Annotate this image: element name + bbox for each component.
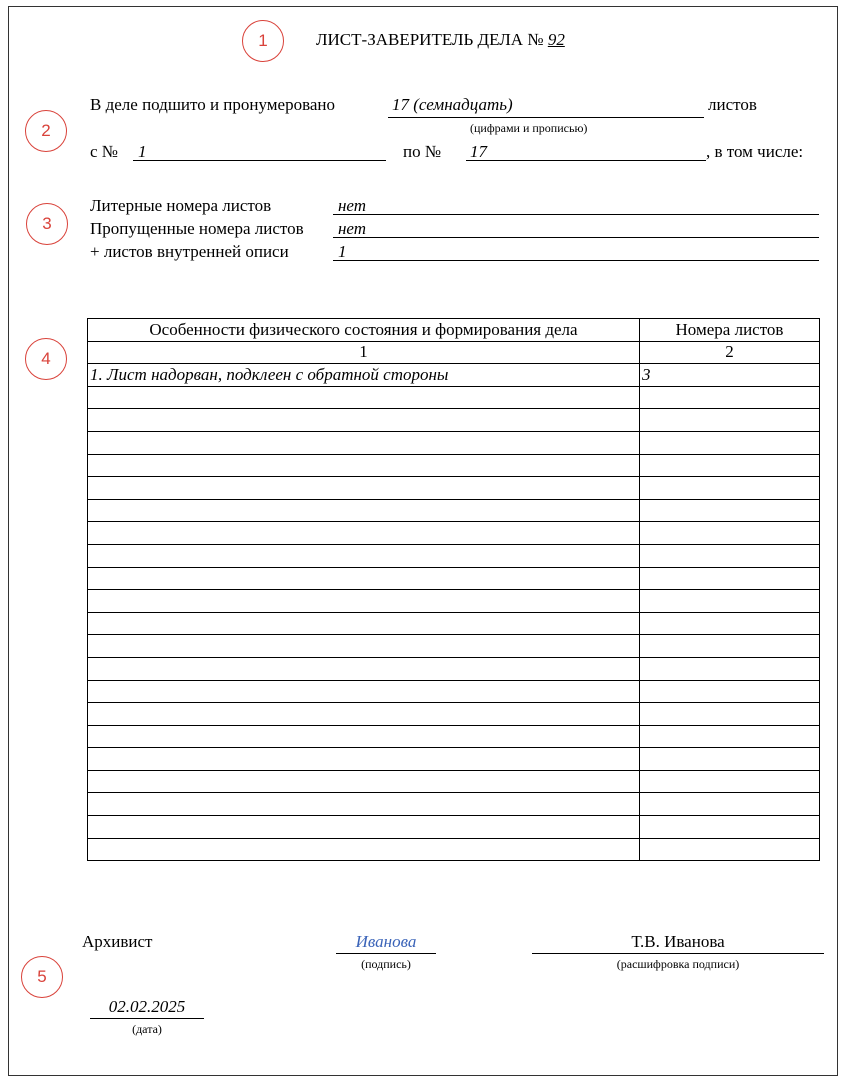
lettered-sheets-value: нет xyxy=(338,196,367,215)
table-row xyxy=(88,386,820,409)
row-feature-cell xyxy=(88,793,640,816)
to-label: по № xyxy=(403,142,442,161)
table-row xyxy=(88,748,820,771)
row-feature-cell xyxy=(88,816,640,839)
row-feature-cell xyxy=(88,725,640,748)
row-feature-cell xyxy=(88,748,640,771)
table-row xyxy=(88,431,820,454)
missing-sheets-value: нет xyxy=(338,219,367,238)
table-row xyxy=(88,725,820,748)
row-sheet-number-cell xyxy=(640,567,820,590)
table-row xyxy=(88,522,820,545)
signature-hint: (подпись) xyxy=(361,957,411,971)
table-row xyxy=(88,477,820,500)
row-sheet-number-cell xyxy=(640,522,820,545)
row-feature-cell xyxy=(88,499,640,522)
marker-5: 5 xyxy=(21,956,63,998)
row-feature-cell xyxy=(88,477,640,500)
row-feature-cell xyxy=(88,431,640,454)
signature-block xyxy=(336,932,436,952)
row-feature-cell xyxy=(88,612,640,635)
row-feature-cell xyxy=(88,522,640,545)
stitched-label: В деле подшито и пронумеровано xyxy=(90,95,336,114)
signature-handwritten: Иванова xyxy=(355,932,417,951)
row-sheet-number-cell xyxy=(640,454,820,477)
including-label: , в том числе: xyxy=(706,142,804,161)
row-sheet-number-cell xyxy=(640,793,820,816)
table-row xyxy=(88,657,820,680)
condition-table xyxy=(87,318,820,861)
row-feature-cell xyxy=(88,703,640,726)
column-number-2: 2 xyxy=(640,341,820,364)
date-line xyxy=(90,1018,204,1019)
stitched-hint: (цифрами и прописью) xyxy=(470,121,588,135)
table-row xyxy=(88,816,820,839)
from-label: с № xyxy=(90,142,119,161)
table-column-numbers-row xyxy=(88,341,820,364)
row-sheet-number-cell xyxy=(640,725,820,748)
row-sheet-number-cell xyxy=(640,499,820,522)
table-row xyxy=(88,364,820,387)
table-row xyxy=(88,409,820,432)
table-row xyxy=(88,612,820,635)
table-row xyxy=(88,499,820,522)
table-header-row xyxy=(88,319,820,342)
from-line xyxy=(133,160,386,161)
table-row xyxy=(88,770,820,793)
row-sheet-number-cell xyxy=(640,409,820,432)
row-sheet-number-cell xyxy=(640,770,820,793)
case-number: 92 xyxy=(547,30,565,49)
marker-4: 4 xyxy=(25,338,67,380)
row-feature-cell xyxy=(88,544,640,567)
to-line xyxy=(466,160,706,161)
signatory-name: Т.В. Иванова xyxy=(631,932,725,951)
row-sheet-number-cell xyxy=(640,657,820,680)
name-hint: (расшифровка подписи) xyxy=(616,957,740,971)
inner-inventory-value: 1 xyxy=(338,242,347,261)
header-features: Особенности физического состояния и формирования дела xyxy=(88,319,640,342)
row-sheet-number-cell xyxy=(640,612,820,635)
row-sheet-number-cell xyxy=(640,386,820,409)
role-label: Архивист xyxy=(82,932,153,951)
name-line xyxy=(532,953,824,954)
table-row xyxy=(88,544,820,567)
sheets-suffix: листов xyxy=(708,95,757,114)
row-feature-cell xyxy=(88,770,640,793)
header-sheet-numbers: Номера листов xyxy=(640,319,820,342)
marker-1: 1 xyxy=(242,20,284,62)
marker-2: 2 xyxy=(25,110,67,152)
row-feature-cell xyxy=(88,680,640,703)
stitched-value: 17 (семнадцать) xyxy=(392,95,513,114)
row-feature-cell xyxy=(88,567,640,590)
row-feature-cell xyxy=(88,454,640,477)
to-value: 17 xyxy=(470,142,487,161)
table-row xyxy=(88,567,820,590)
row-sheet-number-cell xyxy=(640,748,820,771)
row-feature-cell xyxy=(88,838,640,861)
missing-sheets-line xyxy=(333,237,819,238)
row-sheet-number-cell xyxy=(640,431,820,454)
row-feature-cell xyxy=(88,635,640,658)
table-row xyxy=(88,703,820,726)
missing-sheets-label: Пропущенные номера листов xyxy=(90,219,304,238)
inner-inventory-label: + листов внутренней описи xyxy=(90,242,289,261)
table-row xyxy=(88,680,820,703)
row-sheet-number-cell: 3 xyxy=(640,364,820,387)
row-feature-cell xyxy=(88,590,640,613)
table-row xyxy=(88,838,820,861)
document-title xyxy=(316,30,565,50)
row-feature-cell: 1. Лист надорван, подклеен с обратной стороны xyxy=(88,364,640,387)
lettered-sheets-line xyxy=(333,214,819,215)
marker-3: 3 xyxy=(26,203,68,245)
row-sheet-number-cell xyxy=(640,477,820,500)
column-number-1: 1 xyxy=(88,341,640,364)
table-row xyxy=(88,454,820,477)
title-label: ЛИСТ-ЗАВЕРИТЕЛЬ ДЕЛА № xyxy=(316,30,544,49)
row-sheet-number-cell xyxy=(640,680,820,703)
row-sheet-number-cell xyxy=(640,544,820,567)
lettered-sheets-label: Литерные номера листов xyxy=(90,196,272,215)
stitched-line xyxy=(388,117,704,118)
inner-inventory-line xyxy=(333,260,819,261)
row-feature-cell xyxy=(88,657,640,680)
row-sheet-number-cell xyxy=(640,635,820,658)
row-feature-cell xyxy=(88,409,640,432)
row-sheet-number-cell xyxy=(640,816,820,839)
table-row xyxy=(88,590,820,613)
signature-line xyxy=(336,953,436,954)
table-row xyxy=(88,793,820,816)
row-feature-cell xyxy=(88,386,640,409)
row-sheet-number-cell xyxy=(640,590,820,613)
table-row xyxy=(88,635,820,658)
date-hint: (дата) xyxy=(132,1022,162,1036)
row-sheet-number-cell xyxy=(640,838,820,861)
from-value: 1 xyxy=(138,142,147,161)
row-sheet-number-cell xyxy=(640,703,820,726)
date-value: 02.02.2025 xyxy=(108,997,186,1016)
